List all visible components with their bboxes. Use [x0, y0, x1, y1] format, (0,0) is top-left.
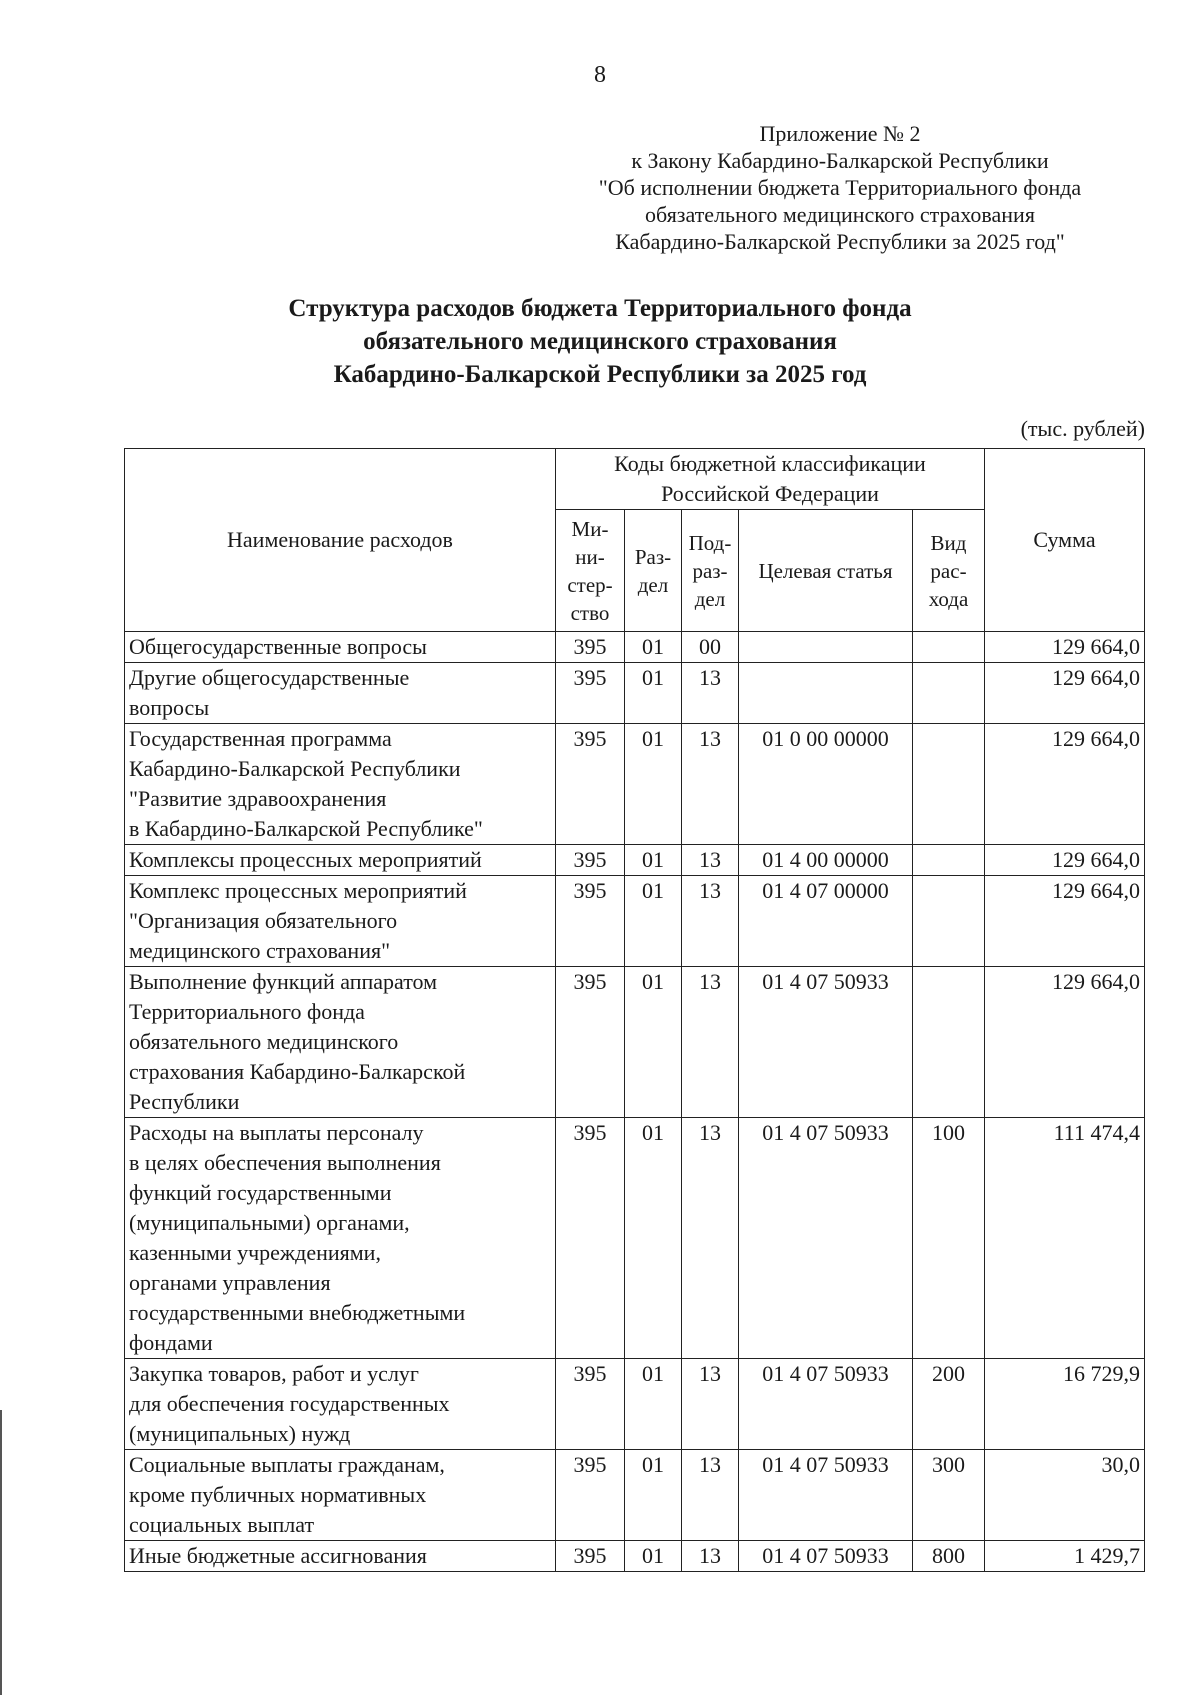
row-section: 01 — [625, 632, 682, 663]
row-section: 01 — [625, 1118, 682, 1359]
header-codes: Коды бюджетной классификации Российской Федерации — [556, 449, 985, 510]
appendix-line-3: "Об исполнении бюджета Территориального фонда — [598, 175, 1082, 200]
budget-table — [124, 448, 1145, 1572]
table-row — [125, 845, 1145, 876]
row-subsection: 13 — [682, 1359, 739, 1450]
row-expense-type: 300 — [913, 1450, 985, 1541]
row-sum: 16 729,9 — [985, 1359, 1145, 1450]
row-sum: 129 664,0 — [985, 876, 1145, 967]
header-ministry: Ми- ни- стер- ство — [556, 510, 625, 632]
row-subsection: 13 — [682, 724, 739, 845]
table-row — [125, 724, 1145, 845]
row-ministry: 395 — [556, 876, 625, 967]
row-ministry: 395 — [556, 845, 625, 876]
title-line-2: обязательного медицинского страхования — [363, 328, 837, 355]
row-section: 01 — [625, 876, 682, 967]
row-expense-type: 800 — [913, 1541, 985, 1572]
row-expense-type — [913, 967, 985, 1118]
header-target: Целевая статья — [739, 510, 913, 632]
row-expense-type — [913, 632, 985, 663]
row-subsection: 13 — [682, 1450, 739, 1541]
row-ministry: 395 — [556, 1118, 625, 1359]
row-subsection: 13 — [682, 663, 739, 724]
row-section: 01 — [625, 1359, 682, 1450]
title-line-1: Структура расходов бюджета Территориального фонда — [288, 295, 912, 322]
row-target: 01 4 07 50933 — [739, 1541, 913, 1572]
row-sum: 1 429,7 — [985, 1541, 1145, 1572]
row-ministry: 395 — [556, 663, 625, 724]
header-section: Раз- дел — [625, 510, 682, 632]
table-row — [125, 632, 1145, 663]
row-expense-type — [913, 724, 985, 845]
row-subsection: 13 — [682, 1118, 739, 1359]
row-name: Расходы на выплаты персоналу в целях обеспечения выполнения функций государственными (муниципальными) органами, казенными учреждениями, органами управления государственными внебюджетными фондами — [125, 1118, 556, 1359]
table-row — [125, 1359, 1145, 1450]
row-subsection: 13 — [682, 1541, 739, 1572]
header-expense-type: Вид рас- хода — [913, 510, 985, 632]
header-name: Наименование расходов — [125, 449, 556, 632]
units-label: (тыс. рублей) — [1020, 416, 1145, 441]
row-sum: 129 664,0 — [985, 967, 1145, 1118]
row-subsection: 00 — [682, 632, 739, 663]
row-expense-type: 100 — [913, 1118, 985, 1359]
table-header — [125, 449, 1145, 632]
row-target: 01 4 07 50933 — [739, 967, 913, 1118]
row-section: 01 — [625, 663, 682, 724]
row-name: Социальные выплаты гражданам, кроме публичных нормативных социальных выплат — [125, 1450, 556, 1541]
appendix-header — [560, 120, 1120, 255]
row-section: 01 — [625, 724, 682, 845]
row-name: Закупка товаров, работ и услуг для обеспечения государственных (муниципальных) нужд — [125, 1359, 556, 1450]
scan-edge-line — [0, 1410, 2, 1695]
row-name: Выполнение функций аппаратом Территориального фонда обязательного медицинского страхования Кабардино-Балкарской Республики — [125, 967, 556, 1118]
row-target: 01 4 07 50933 — [739, 1450, 913, 1541]
row-sum: 129 664,0 — [985, 724, 1145, 845]
table-row — [125, 876, 1145, 967]
row-target: 01 4 07 00000 — [739, 876, 913, 967]
row-target — [739, 663, 913, 724]
row-target: 01 4 07 50933 — [739, 1359, 913, 1450]
row-section: 01 — [625, 967, 682, 1118]
row-ministry: 395 — [556, 1359, 625, 1450]
row-name: Комплексы процессных мероприятий — [125, 845, 556, 876]
row-name: Общегосударственные вопросы — [125, 632, 556, 663]
row-name: Иные бюджетные ассигнования — [125, 1541, 556, 1572]
row-name: Комплекс процессных мероприятий "Организация обязательного медицинского страхования" — [125, 876, 556, 967]
row-section: 01 — [625, 1541, 682, 1572]
page-number: 8 — [594, 62, 606, 88]
table-row — [125, 967, 1145, 1118]
row-expense-type — [913, 663, 985, 724]
row-sum: 30,0 — [985, 1450, 1145, 1541]
row-expense-type — [913, 845, 985, 876]
row-ministry: 395 — [556, 632, 625, 663]
row-subsection: 13 — [682, 845, 739, 876]
row-ministry: 395 — [556, 1541, 625, 1572]
row-ministry: 395 — [556, 967, 625, 1118]
row-target: 01 4 00 00000 — [739, 845, 913, 876]
row-sum: 129 664,0 — [985, 845, 1145, 876]
table-row — [125, 1450, 1145, 1541]
row-subsection: 13 — [682, 876, 739, 967]
appendix-line-4: обязательного медицинского страхования — [645, 202, 1035, 227]
table-row — [125, 1118, 1145, 1359]
appendix-line-2: к Закону Кабардино-Балкарской Республики — [631, 148, 1049, 173]
row-ministry: 395 — [556, 1450, 625, 1541]
row-target — [739, 632, 913, 663]
appendix-line-5: Кабардино-Балкарской Республики за 2025 год" — [615, 229, 1065, 254]
table-row — [125, 1541, 1145, 1572]
title-line-3: Кабардино-Балкарской Республики за 2025 год — [333, 361, 867, 388]
row-name: Другие общегосударственные вопросы — [125, 663, 556, 724]
row-subsection: 13 — [682, 967, 739, 1118]
header-subsection: Под- раз- дел — [682, 510, 739, 632]
appendix-line-1: Приложение № 2 — [759, 121, 921, 146]
row-section: 01 — [625, 1450, 682, 1541]
row-sum: 129 664,0 — [985, 632, 1145, 663]
row-expense-type: 200 — [913, 1359, 985, 1450]
row-expense-type — [913, 876, 985, 967]
row-ministry: 395 — [556, 724, 625, 845]
row-name: Государственная программа Кабардино-Балкарской Республики "Развитие здравоохранения в Кабардино-Балкарской Республике" — [125, 724, 556, 845]
table-body — [125, 632, 1145, 1572]
row-sum: 129 664,0 — [985, 663, 1145, 724]
row-sum: 111 474,4 — [985, 1118, 1145, 1359]
table-row — [125, 663, 1145, 724]
header-sum: Сумма — [985, 449, 1145, 632]
row-target: 01 0 00 00000 — [739, 724, 913, 845]
row-section: 01 — [625, 845, 682, 876]
row-target: 01 4 07 50933 — [739, 1118, 913, 1359]
document-title — [130, 292, 1070, 391]
